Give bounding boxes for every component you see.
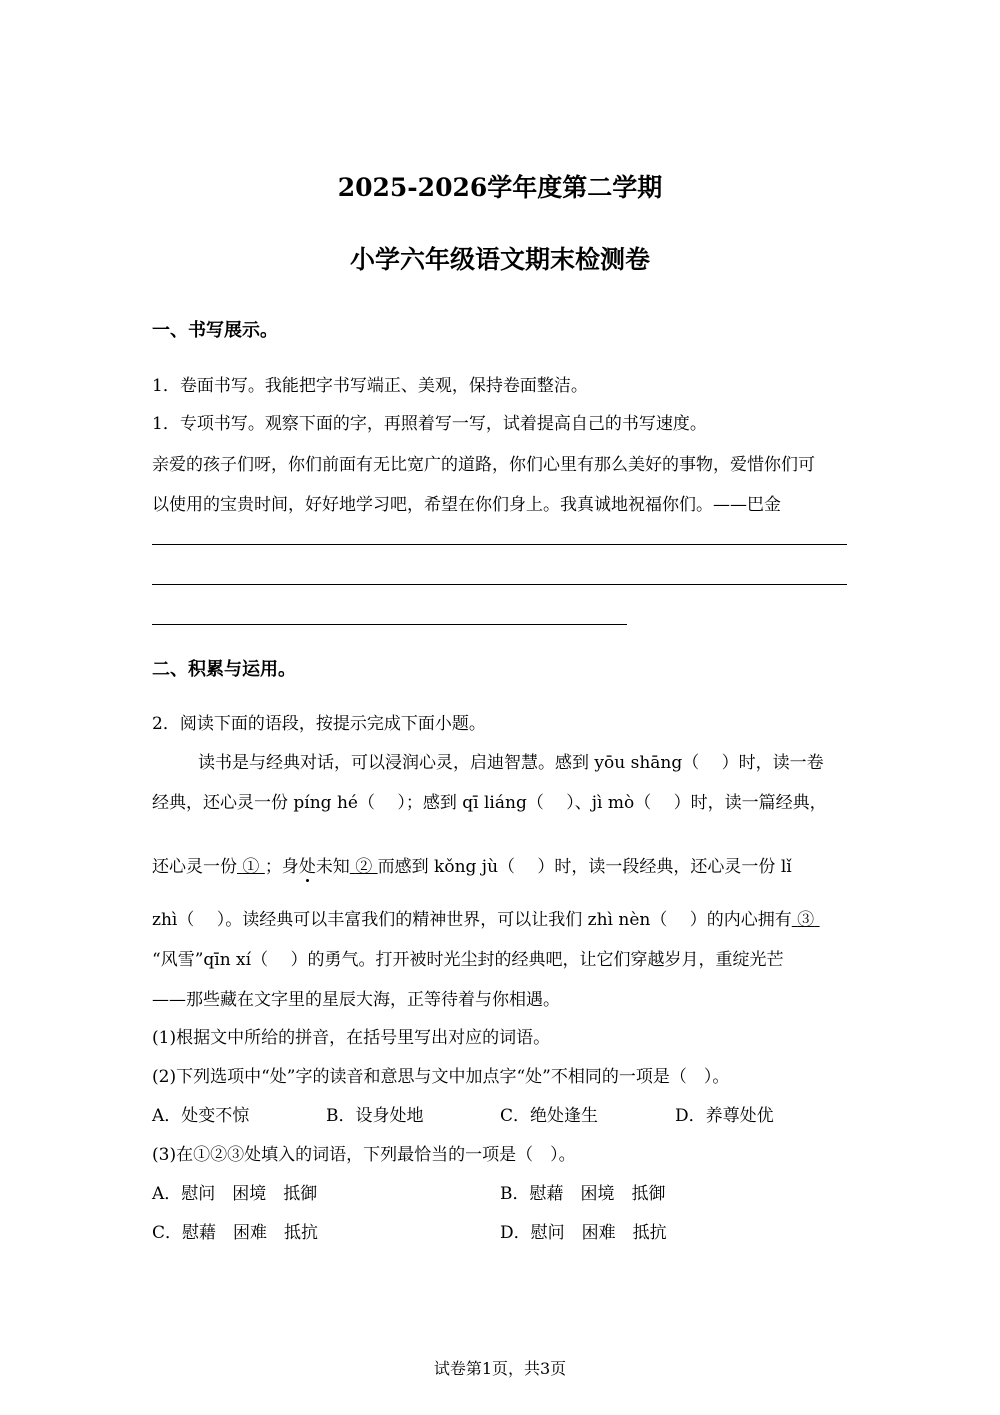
option-2d[interactable]: D．养尊处优 [675,1106,774,1126]
blank-2[interactable]: ② [355,857,373,877]
question-1b: 1．专项书写。观察下面的字，再照着写一写，试着提高自己的书写速度。 [152,414,707,434]
option-3a[interactable]: A．慰问 困境 抵御 [152,1184,318,1204]
exam-title-line1: 2025-2026学年度第二学期 [337,173,663,202]
option-3b[interactable]: B．慰藉 困境 抵御 [500,1184,666,1204]
copy-passage-line-1: 亲爱的孩子们呀，你们前面有无比宽广的道路，你们心里有那么美好的事物，爱惜你们可 [152,455,815,475]
sub-question-1: (1)根据文中所给的拼音，在括号里写出对应的词语。 [152,1028,551,1048]
passage-text: ；身 [264,857,299,877]
page-footer: 试卷第1页，共3页 [433,1359,567,1378]
reading-passage-line-4 [152,905,820,930]
option-3c[interactable]: C．慰藉 困难 抵抗 [152,1223,319,1243]
reading-passage-line-2: 经典，还心灵一份 píng hé（ ）；感到 qī liáng（ ）、jì mò（ ）时，读一篇经典， [152,793,827,813]
exam-title-line2: 小学六年级语文期末检测卷 [349,245,650,274]
blank-1[interactable]: ① [242,857,260,877]
section-heading-2: 二、积累与运用。 [152,659,296,680]
blank-3[interactable]: ③ [797,910,815,930]
passage-text: zhì（ ）。读经典可以丰富我们的精神世界，可以让我们 zhì nèn（ ）的内心拥有 [152,910,792,930]
option-3d[interactable]: D．慰问 困难 抵抗 [500,1223,667,1243]
question-2-intro: 2．阅读下面的语段，按提示完成下面小题。 [152,714,486,734]
section-heading-1: 一、书写展示。 [152,320,278,341]
option-2a[interactable]: A．处变不惊 [152,1106,250,1126]
writing-line-3[interactable] [152,624,627,625]
reading-passage-line-5: “风雪”qīn xí（ ）的勇气。打开被时光尘封的经典吧，让它们穿越岁月，重绽光芒 [152,950,784,970]
sub-question-2: (2)下列选项中“处”字的读音和意思与文中加点字“处”不相同的一项是（ ）。 [152,1067,730,1087]
copy-passage-line-2: 以使用的宝贵时间，好好地学习吧，希望在你们身上。我真诚地祝福你们。——巴金 [152,495,781,515]
reading-passage-line-3 [152,852,792,877]
passage-text: 未知 [315,857,350,877]
writing-line-2[interactable] [152,584,847,585]
question-1a: 1．卷面书写。我能把字书写端正、美观，保持卷面整洁。 [152,376,588,396]
reading-passage-line-1: 读书是与经典对话，可以浸润心灵，启迪智慧。感到 yōu shāng（ ）时，读一卷 [198,753,824,773]
passage-text: 还心灵一份 [152,857,237,877]
passage-text: 而感到 kǒng jù（ ）时，读一段经典，还心灵一份 lǐ [377,857,792,877]
reading-passage-line-6: ——那些藏在文字里的星辰大海，正等待着与你相遇。 [152,990,560,1010]
sub-question-3: (3)在①②③处填入的词语，下列最恰当的一项是（ ）。 [152,1145,576,1165]
dotted-character: 处 [299,852,316,877]
writing-line-1[interactable] [152,544,847,545]
option-2b[interactable]: B．设身处地 [326,1106,424,1126]
option-2c[interactable]: C．绝处逢生 [500,1106,599,1126]
